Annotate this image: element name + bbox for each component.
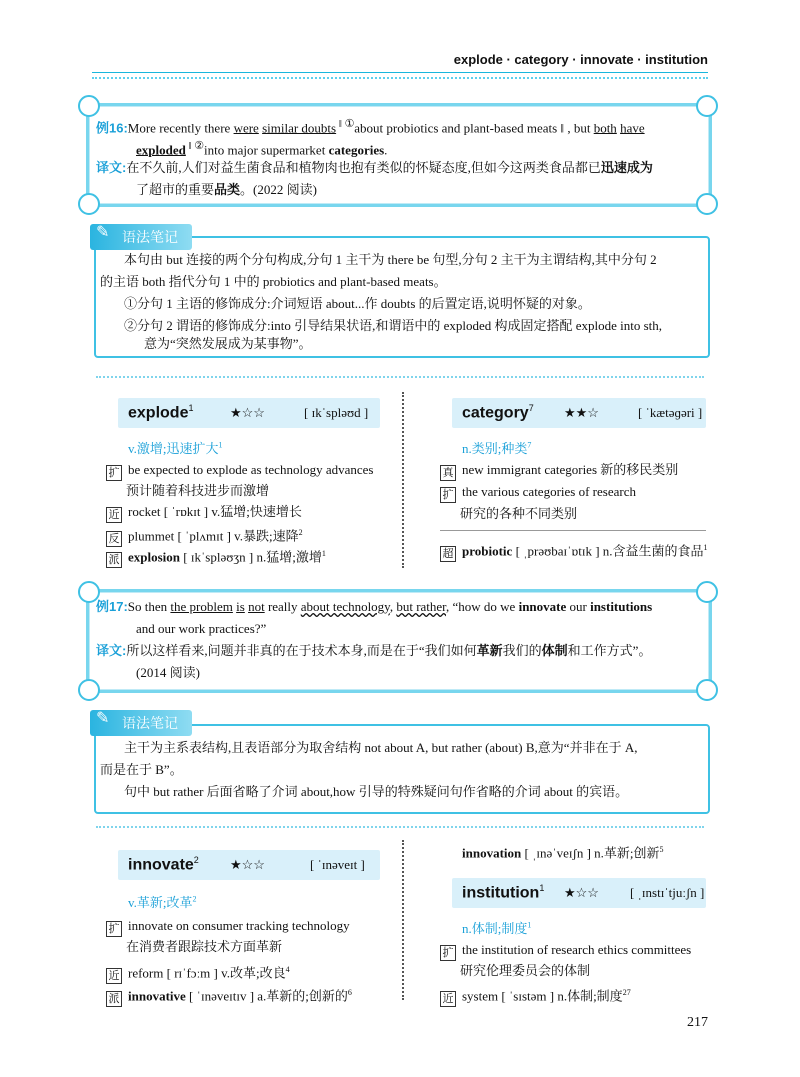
underlined-verb: is xyxy=(236,599,245,614)
entry-translation: 预计随着科技进步而激增 xyxy=(126,483,270,498)
example-17-translation-line-2: (2014 阅读) xyxy=(136,665,200,680)
pen-icon: ✎ xyxy=(96,710,110,727)
phonetic: [ ˈɪnəveɪt ] xyxy=(310,857,365,872)
entry-synonym: 近 reform [ rɪˈfɔːm ] v.改革;改良$^4$ xyxy=(106,960,290,984)
marker: ‖ ② xyxy=(185,140,205,152)
text: 。(2022 阅读) xyxy=(240,182,317,197)
grammar-1-line-1: 本句由 but 连接的两个分句构成,分句 1 主干为 there be 句型,分句 2 主干为主谓结构,其中分句 2 xyxy=(124,252,657,267)
column-separator xyxy=(402,840,414,1000)
section-divider xyxy=(96,376,704,378)
text: into major supermarket xyxy=(204,142,329,158)
example-16-translation-line-1 xyxy=(96,157,653,179)
headword-box-institution xyxy=(452,878,706,908)
ornament-corner-icon xyxy=(696,193,718,215)
headword: category$^7$ xyxy=(462,403,534,422)
entry-innovation: innovation [ ˌɪnəˈveɪʃn ] n.革新;创新$^5$ xyxy=(462,845,664,861)
headword: innovate$^2$ xyxy=(128,855,199,874)
grammar-1-line-3: ①分句 1 主语的修饰成分:介词短语 about...作 doubts 的后置定语,说明怀疑的对象。 xyxy=(124,296,591,311)
keyword: 迅速成为 xyxy=(600,160,653,175)
entry-exam: 真 new immigrant categories 新的移民类别 xyxy=(440,460,678,481)
entry-antonym: 反 plummet [ ˈplʌmɪt ] v.暴跌;速降$^2$ xyxy=(106,523,303,547)
frequency-stars: ★☆☆ xyxy=(230,857,265,872)
header-dotted-rule xyxy=(92,77,708,79)
entry-synonym: 近 rocket [ ˈrɒkɪt ] v.猛增;快速增长 xyxy=(106,502,302,523)
grammar-2-line-2: 而是在于 B”。 xyxy=(100,762,183,777)
frequency-stars: ★☆☆ xyxy=(564,885,599,900)
entry-derivative: 派 innovative [ ˈɪnəveɪtɪv ] a.革新的;创新的$^6$ xyxy=(106,983,352,1007)
entry-synonym: 近 system [ ˈsɪstəm ] n.体制;制度$^{27}$ xyxy=(440,983,631,1007)
grammar-note-label: 语法笔记 xyxy=(122,229,178,245)
entry-expand: 扩 innovate on consumer tracking technology xyxy=(106,916,350,937)
grammar-2-line-3: 句中 but rather 后面省略了介词 about,how 引导的特殊疑问句作省略的介词 about 的宾语。 xyxy=(124,784,629,799)
entry-translation: 在消费者跟踪技术方面革新 xyxy=(126,939,283,954)
underlined-subject: the problem xyxy=(170,599,233,614)
underlined-subject: both xyxy=(593,120,617,136)
grammar-1-line-5: 意为“突然发展成为某事物”。 xyxy=(144,336,312,351)
wavy-underlined-text: but rather xyxy=(396,599,446,614)
header-rule xyxy=(92,72,708,73)
keyword: innovate xyxy=(518,599,567,614)
underlined-subject: similar doubts xyxy=(262,120,337,136)
example-17-translation-line-1 xyxy=(96,640,651,662)
text: More recently there xyxy=(127,120,234,136)
underlined-verb: were xyxy=(233,120,259,136)
entry-beyond: 超 probiotic [ ˌprəʊbaɪˈɒtɪk ] n.含益生菌的食品$^1$ xyxy=(440,538,708,562)
grammar-2-line-1: 主干为主系表结构,且表语部分为取舍结构 not about A, but rather (about) B,意为“并非在于 A, xyxy=(124,740,638,755)
phonetic: [ ɪkˈspləʊd ] xyxy=(304,405,369,420)
headword-box-category xyxy=(452,398,706,428)
marker: ‖ ① xyxy=(336,118,355,130)
example-label: 例17: xyxy=(96,599,128,614)
entry-expand: 扩 the institution of research ethics committees xyxy=(440,940,691,961)
running-header: explode · category · innovate · institution xyxy=(453,52,708,67)
pen-icon: ✎ xyxy=(96,224,110,241)
ornament-corner-icon xyxy=(78,679,100,701)
entry-expand: 扩 be expected to explode as technology advances xyxy=(106,460,373,481)
example-17-sentence-line-2: and our work practices?” xyxy=(136,621,267,636)
keyword: 体制 xyxy=(541,643,568,658)
ornament-corner-icon xyxy=(78,193,100,215)
underlined-text: not xyxy=(248,599,265,614)
column-separator xyxy=(402,392,414,568)
frequency-stars: ★★☆ xyxy=(564,405,599,420)
sense: n.体制;制度$^1$ xyxy=(462,920,532,936)
translation-label: 译文: xyxy=(96,643,127,658)
text: about probiotics and plant-based meats ‖ , but xyxy=(354,120,594,136)
example-16-translation-line-2 xyxy=(136,179,317,201)
section-divider xyxy=(96,826,704,828)
keyword: 革新 xyxy=(476,643,503,658)
text: 在不久前,人们对益生菌食品和植物肉也抱有类似的怀疑态度,但如今这两类食品都已 xyxy=(126,160,601,175)
underlined-verb: have xyxy=(620,120,645,136)
sense: v.革新;改革$^2$ xyxy=(128,894,197,910)
wavy-underlined-text: about technology xyxy=(300,599,390,614)
text: really xyxy=(264,599,301,614)
text: , “how do we xyxy=(446,599,519,614)
text: 和工作方式”。 xyxy=(567,643,652,658)
headword-box-innovate xyxy=(118,850,380,880)
ornament-corner-icon xyxy=(696,95,718,117)
phonetic: [ ˌɪnstɪˈtjuːʃn ] xyxy=(630,885,705,900)
headword: explode$^1$ xyxy=(128,403,194,422)
grammar-1-line-4: ②分句 2 谓语的修饰成分:into 引导结果状语,和谓语中的 exploded 构成固定搭配 explode into sth, xyxy=(124,318,663,333)
frequency-stars: ★☆☆ xyxy=(230,405,265,420)
sense: v.激增;迅速扩大$^1$ xyxy=(128,440,223,456)
keyword: institutions xyxy=(590,599,653,614)
grammar-note-label: 语法笔记 xyxy=(122,715,178,731)
keyword: exploded xyxy=(136,142,186,158)
ornament-corner-icon xyxy=(696,581,718,603)
text: 所以这样看来,问题并非真的在于技术本身,而是在于“我们如何 xyxy=(126,643,477,658)
example-label: 例16: xyxy=(96,120,128,136)
headword: institution$^1$ xyxy=(462,883,545,902)
page-number: 217 xyxy=(687,1015,708,1030)
entry-translation: 研究的各种不同类别 xyxy=(460,506,578,521)
entry-divider xyxy=(440,530,706,531)
headword-box-explode xyxy=(118,398,380,428)
keyword: 品类 xyxy=(214,182,241,197)
phonetic: [ ˈkætəɡəri ] xyxy=(638,405,703,420)
entry-translation: 研究伦理委员会的体制 xyxy=(460,963,591,978)
entry-derivative: 派 explosion [ ɪkˈspləʊʒn ] n.猛增;激增$^1$ xyxy=(106,544,326,568)
text: So then xyxy=(127,599,171,614)
grammar-1-line-2: 的主语 both 指代分句 1 中的 probiotics and plant-based meats。 xyxy=(100,274,447,289)
translation-label: 译文: xyxy=(96,160,127,175)
sense: n.类别;种类$^7$ xyxy=(462,440,532,456)
example-17-sentence-line-1 xyxy=(96,596,652,618)
text: 我们的 xyxy=(502,643,542,658)
text: , xyxy=(389,599,397,614)
text: our xyxy=(566,599,591,614)
entry-expand: 扩 the various categories of research xyxy=(440,482,636,503)
ornament-corner-icon xyxy=(696,679,718,701)
text: 了超市的重要 xyxy=(136,182,215,197)
keyword: categories xyxy=(328,142,385,158)
text: . xyxy=(384,142,388,158)
